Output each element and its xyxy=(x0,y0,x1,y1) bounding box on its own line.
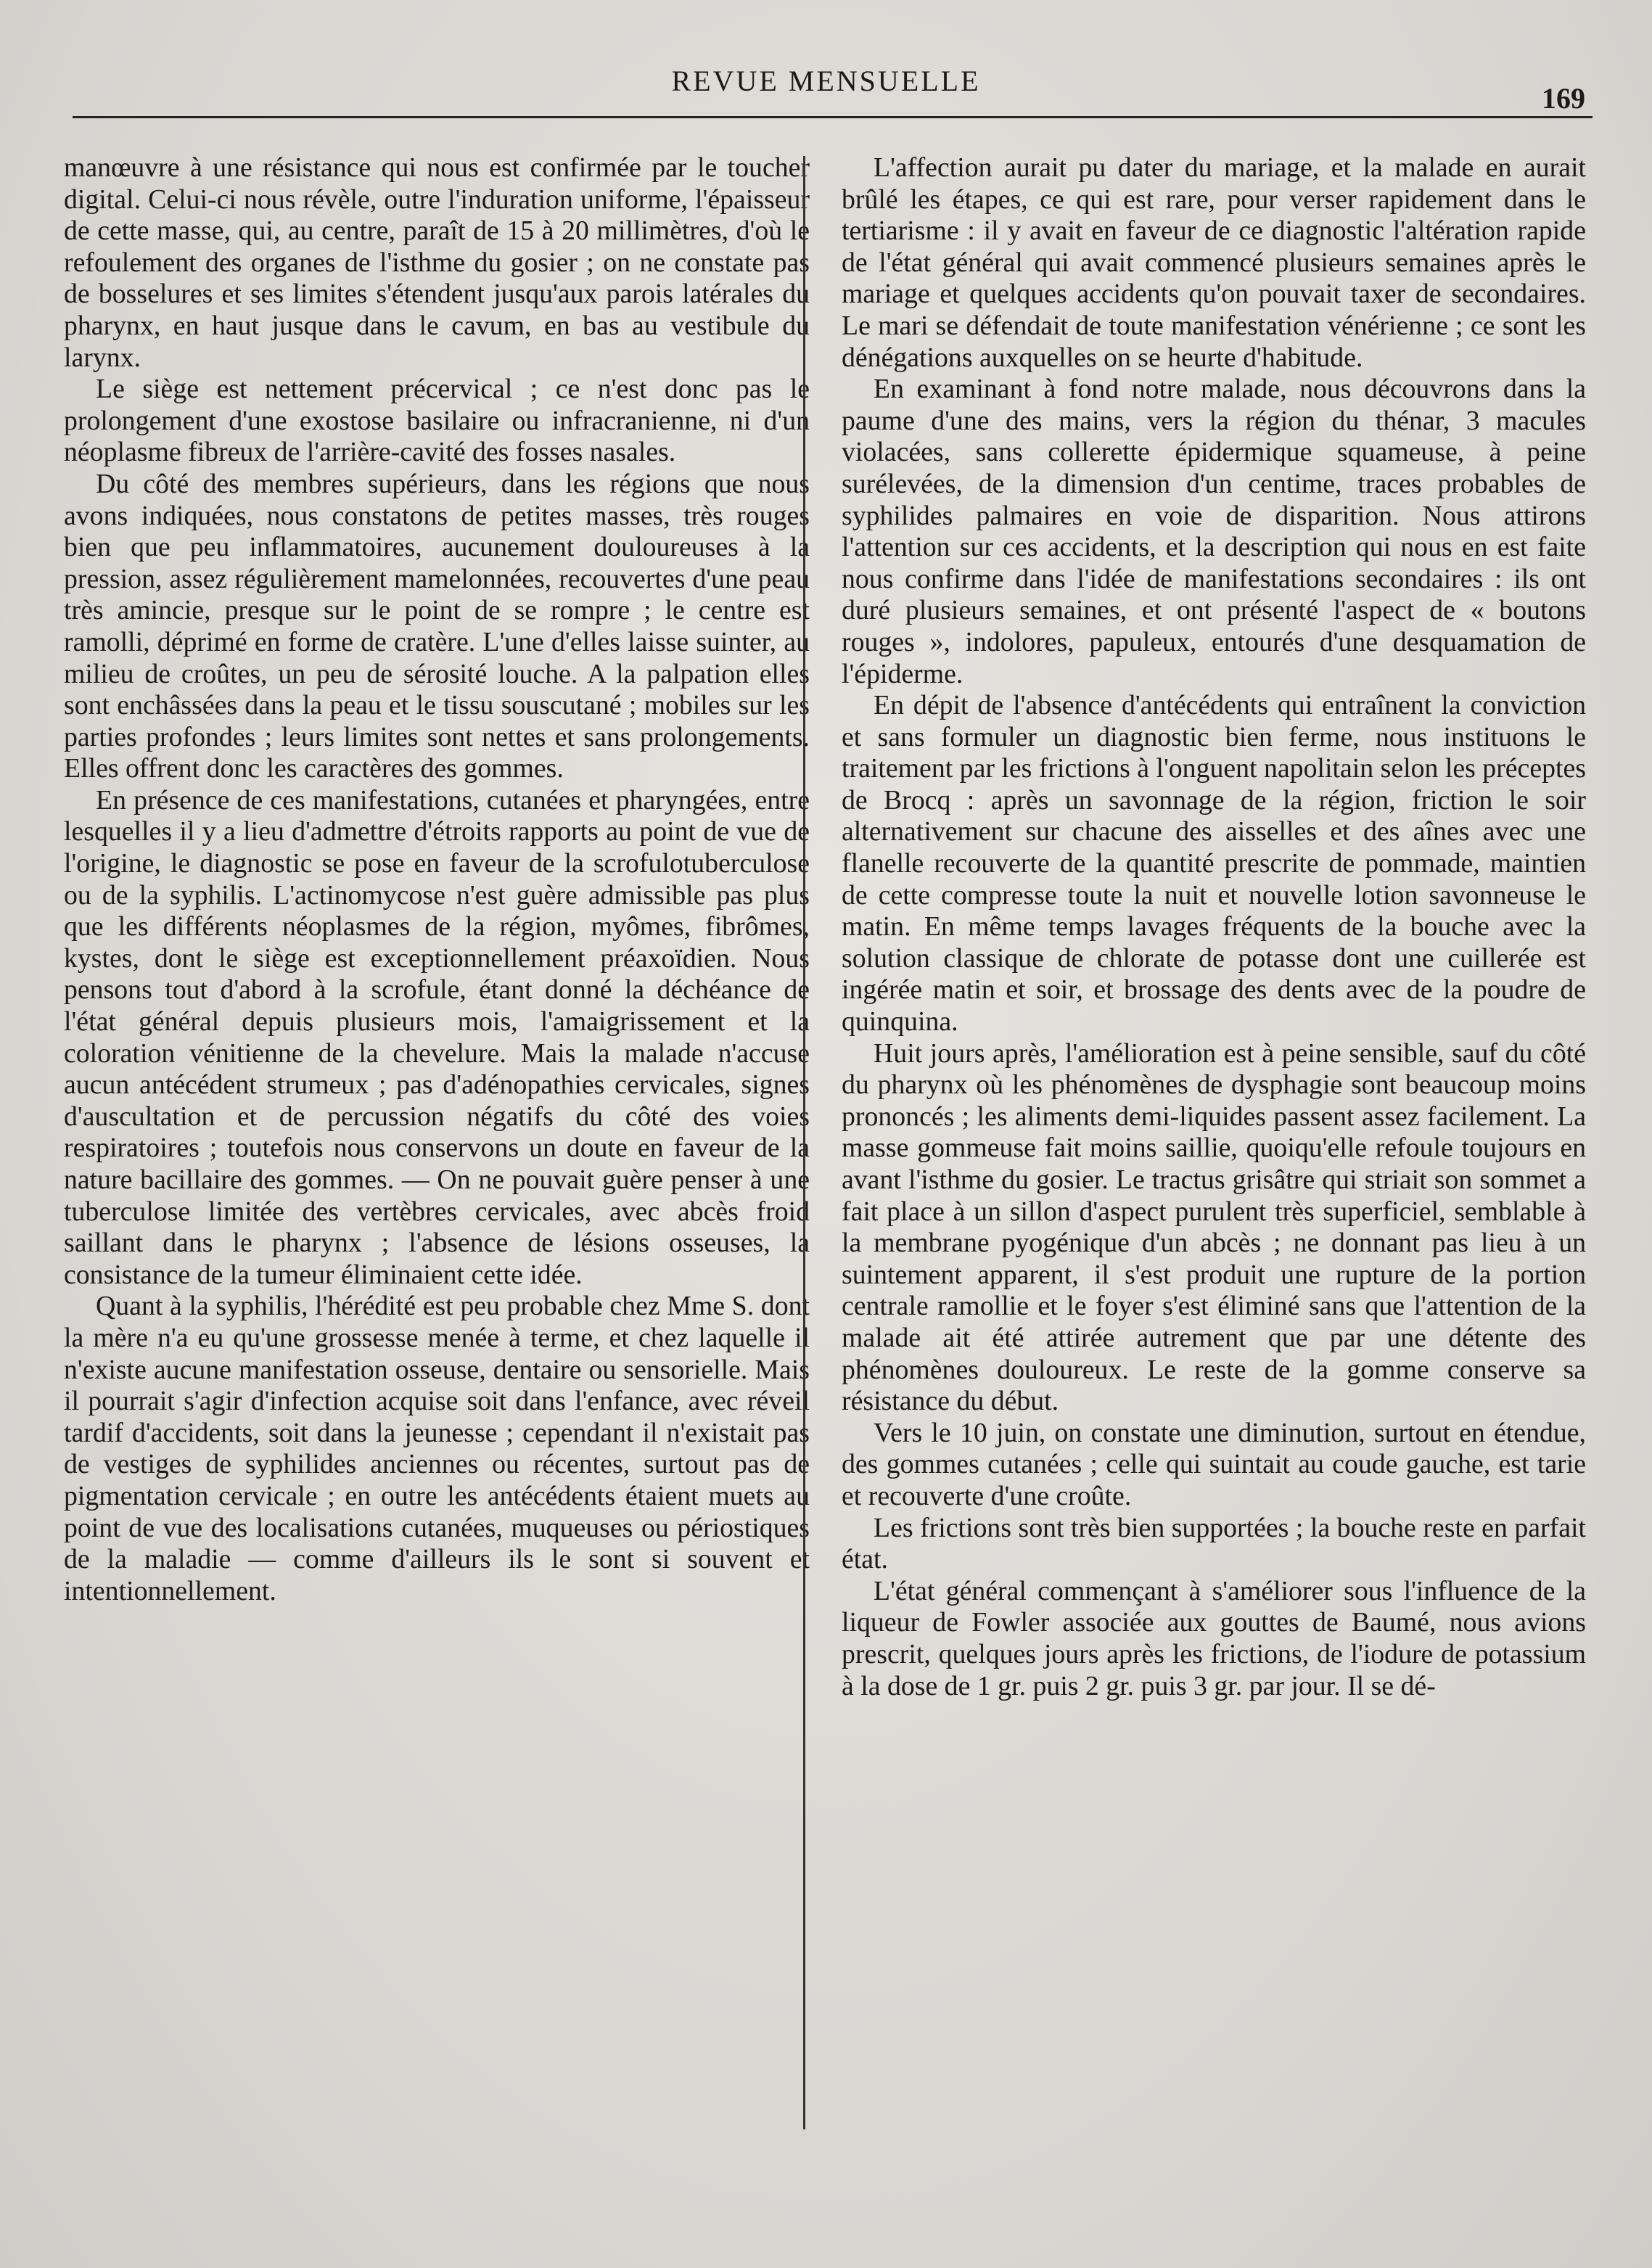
right-paragraph-2: En examinant à fond notre malade, nous découvrons dans la paume d'une des mains, vers la région du thénar, 3 macules violacées, sans collerette épidermique squameuse, à peine surélevées, de la dimension d'un centime, traces probables de syphilides palmaires en voie de disparition. Nous attirons l'attention sur ces accidents, et la description qui nous en est faite nous confirme dans l'idée de manifestations secondaires : ils ont duré plusieurs semaines, et ont présenté l'aspect de « boutons rouges », indolores, papuleux, entourés d'une desquamation de l'épiderme. xyxy=(842,374,1586,689)
right-column xyxy=(842,152,1586,1702)
right-paragraph-3: En dépit de l'absence d'antécédents qui entraînent la conviction et sans formuler un diagnostic bien ferme, nous instituons le traitement par les frictions à l'onguent napolitain selon les préceptes de Brocq : après un savonnage de la région, friction le soir alternativement sur chacune des aisselles et des aînes avec une flanelle recouverte de la quantité prescrite de pommade, maintien de cette compresse toute la nuit et nouvelle lotion savonneuse le matin. En même temps lavages fréquents de la bouche avec la solution classique de chlorate de potasse dont une cuillerée est ingérée matin et soir, et brossage des dents avec de la poudre de quinquina. xyxy=(842,690,1586,1038)
left-paragraph-4: En présence de ces manifestations, cutanées et pharyngées, entre lesquelles il y a lieu d'admettre d'étroits rapports au point de vue de l'origine, le diagnostic se pose en faveur de la scrofulotuberculose ou de la syphilis. L'actinomycose n'est guère admissible pas plus que les différents néoplasmes de la région, myômes, fibrômes, kystes, dont le siège est exceptionnellement préaxoïdien. Nous pensons tout d'abord à la scrofule, étant donné la déchéance de l'état général depuis plusieurs mois, l'amaigrissement et la coloration vénitienne de la chevelure. Mais la malade n'accuse aucun antécédent strumeux ; pas d'adénopathies cervicales, signes d'auscultation et de percussion négatifs du côté des voies respiratoires ; toutefois nous conservons un doute en faveur de la nature bacillaire des gommes. — On ne pouvait guère penser à une tuberculose limitée des vertèbres cervicales, avec abcès froid saillant dans le pharynx ; l'absence de lésions osseuses, la consistance de la tumeur éliminaient cette idée. xyxy=(64,784,810,1290)
left-paragraph-3: Du côté des membres supérieurs, dans les régions que nous avons indiquées, nous constatons de petites masses, très rouges bien que peu inflammatoires, aucunement douloureuses à la pression, assez régulièrement mamelonnées, recouvertes d'une peau très amincie, presque sur le point de se rompre ; le centre est ramolli, déprimé en forme de cratère. L'une d'elles laisse suinter, au milieu de croûtes, un peu de sérosité louche. A la palpation elles sont enchâssées dans la peau et le tissu souscutané ; mobiles sur les parties profondes ; leurs limites sont nettes et sans prolongements. Elles offrent donc les caractères des gommes. xyxy=(64,468,810,784)
header-rule xyxy=(73,116,1593,118)
column-divider xyxy=(803,156,805,2129)
right-paragraph-6: Les frictions sont très bien supportées ; la bouche reste en parfait état. xyxy=(842,1512,1586,1575)
left-column xyxy=(64,152,810,1607)
right-paragraph-4: Huit jours après, l'amélioration est à peine sensible, sauf du côté du pharynx où les phénomènes de dysphagie sont beaucoup moins prononcés ; les aliments demi-liquides passent assez facilement. La masse gommeuse fait moins saillie, quoiqu'elle refoule toujours en avant l'isthme du gosier. Le tractus grisâtre qui striait son sommet a fait place à un sillon d'aspect purulent très superficiel, semblable à la membrane pyogénique d'un abcès ; ne donnant pas lieu à un suintement apparent, il s'est produit une rupture de la portion centrale ramollie et le foyer s'est éliminé sans que l'attention de la malade ait été attirée autrement que par une détente des phénomènes douloureux. Le reste de la gomme conserve sa résistance du début. xyxy=(842,1038,1586,1417)
left-paragraph-1: manœuvre à une résistance qui nous est confirmée par le toucher digital. Celui-ci nous révèle, outre l'induration uniforme, l'épaisseur de cette masse, qui, au centre, paraît de 15 à 20 millimètres, d'où le refoulement des organes de l'isthme du gosier ; on ne constate pas de bosselures et ses limites s'étendent jusqu'aux parois latérales du pharynx, en haut jusque dans le cavum, en bas au vestibule du larynx. xyxy=(64,152,810,373)
right-paragraph-7: L'état général commençant à s'améliorer sous l'influence de la liqueur de Fowler associée aux gouttes de Baumé, nous avions prescrit, quelques jours après les frictions, de l'iodure de potassium à la dose de 1 gr. puis 2 gr. puis 3 gr. par jour. Il se dé- xyxy=(842,1575,1586,1701)
running-title: REVUE MENSUELLE xyxy=(671,65,981,97)
left-paragraph-5: Quant à la syphilis, l'hérédité est peu probable chez Mme S. dont la mère n'a eu qu'une grossesse menée à terme, et chez laquelle il n'existe aucune manifestation osseuse, dentaire ou sensorielle. Mais il pourrait s'agir d'infection acquise soit dans l'enfance, avec réveil tardif d'accidents, soit dans la jeunesse ; cependant il n'existait pas de vestiges de syphilides anciennes ou récentes, surtout pas de pigmentation cervicale ; en outre les antécédents étaient muets au point de vue des localisations cutanées, muqueuses ou périostiques de la maladie — comme d'ailleurs ils le sont si souvent et intentionnellement. xyxy=(64,1291,810,1606)
right-paragraph-1: L'affection aurait pu dater du mariage, et la malade en aurait brûlé les étapes, ce qui est rare, pour verser rapidement dans le tertiarisme : il y avait en faveur de ce diagnostic l'altération rapide de l'état général qui avait commencé plusieurs semaines après le mariage et quelques accidents qu'on pouvait taxer de secondaires. Le mari se défendait de toute manifestation vénérienne ; ce sont les dénégations auxquelles on se heurte d'habitude. xyxy=(842,152,1586,373)
page-number: 169 xyxy=(1542,82,1585,115)
right-paragraph-5: Vers le 10 juin, on constate une diminution, surtout en étendue, des gommes cutanées ; celle qui suintait au coude gauche, est tarie et recouverte d'une croûte. xyxy=(842,1417,1586,1511)
left-paragraph-2: Le siège est nettement précervical ; ce n'est donc pas le prolongement d'une exostose basilaire ou infracranienne, ni d'un néoplasme fibreux de l'arrière-cavité des fosses nasales. xyxy=(64,374,810,468)
